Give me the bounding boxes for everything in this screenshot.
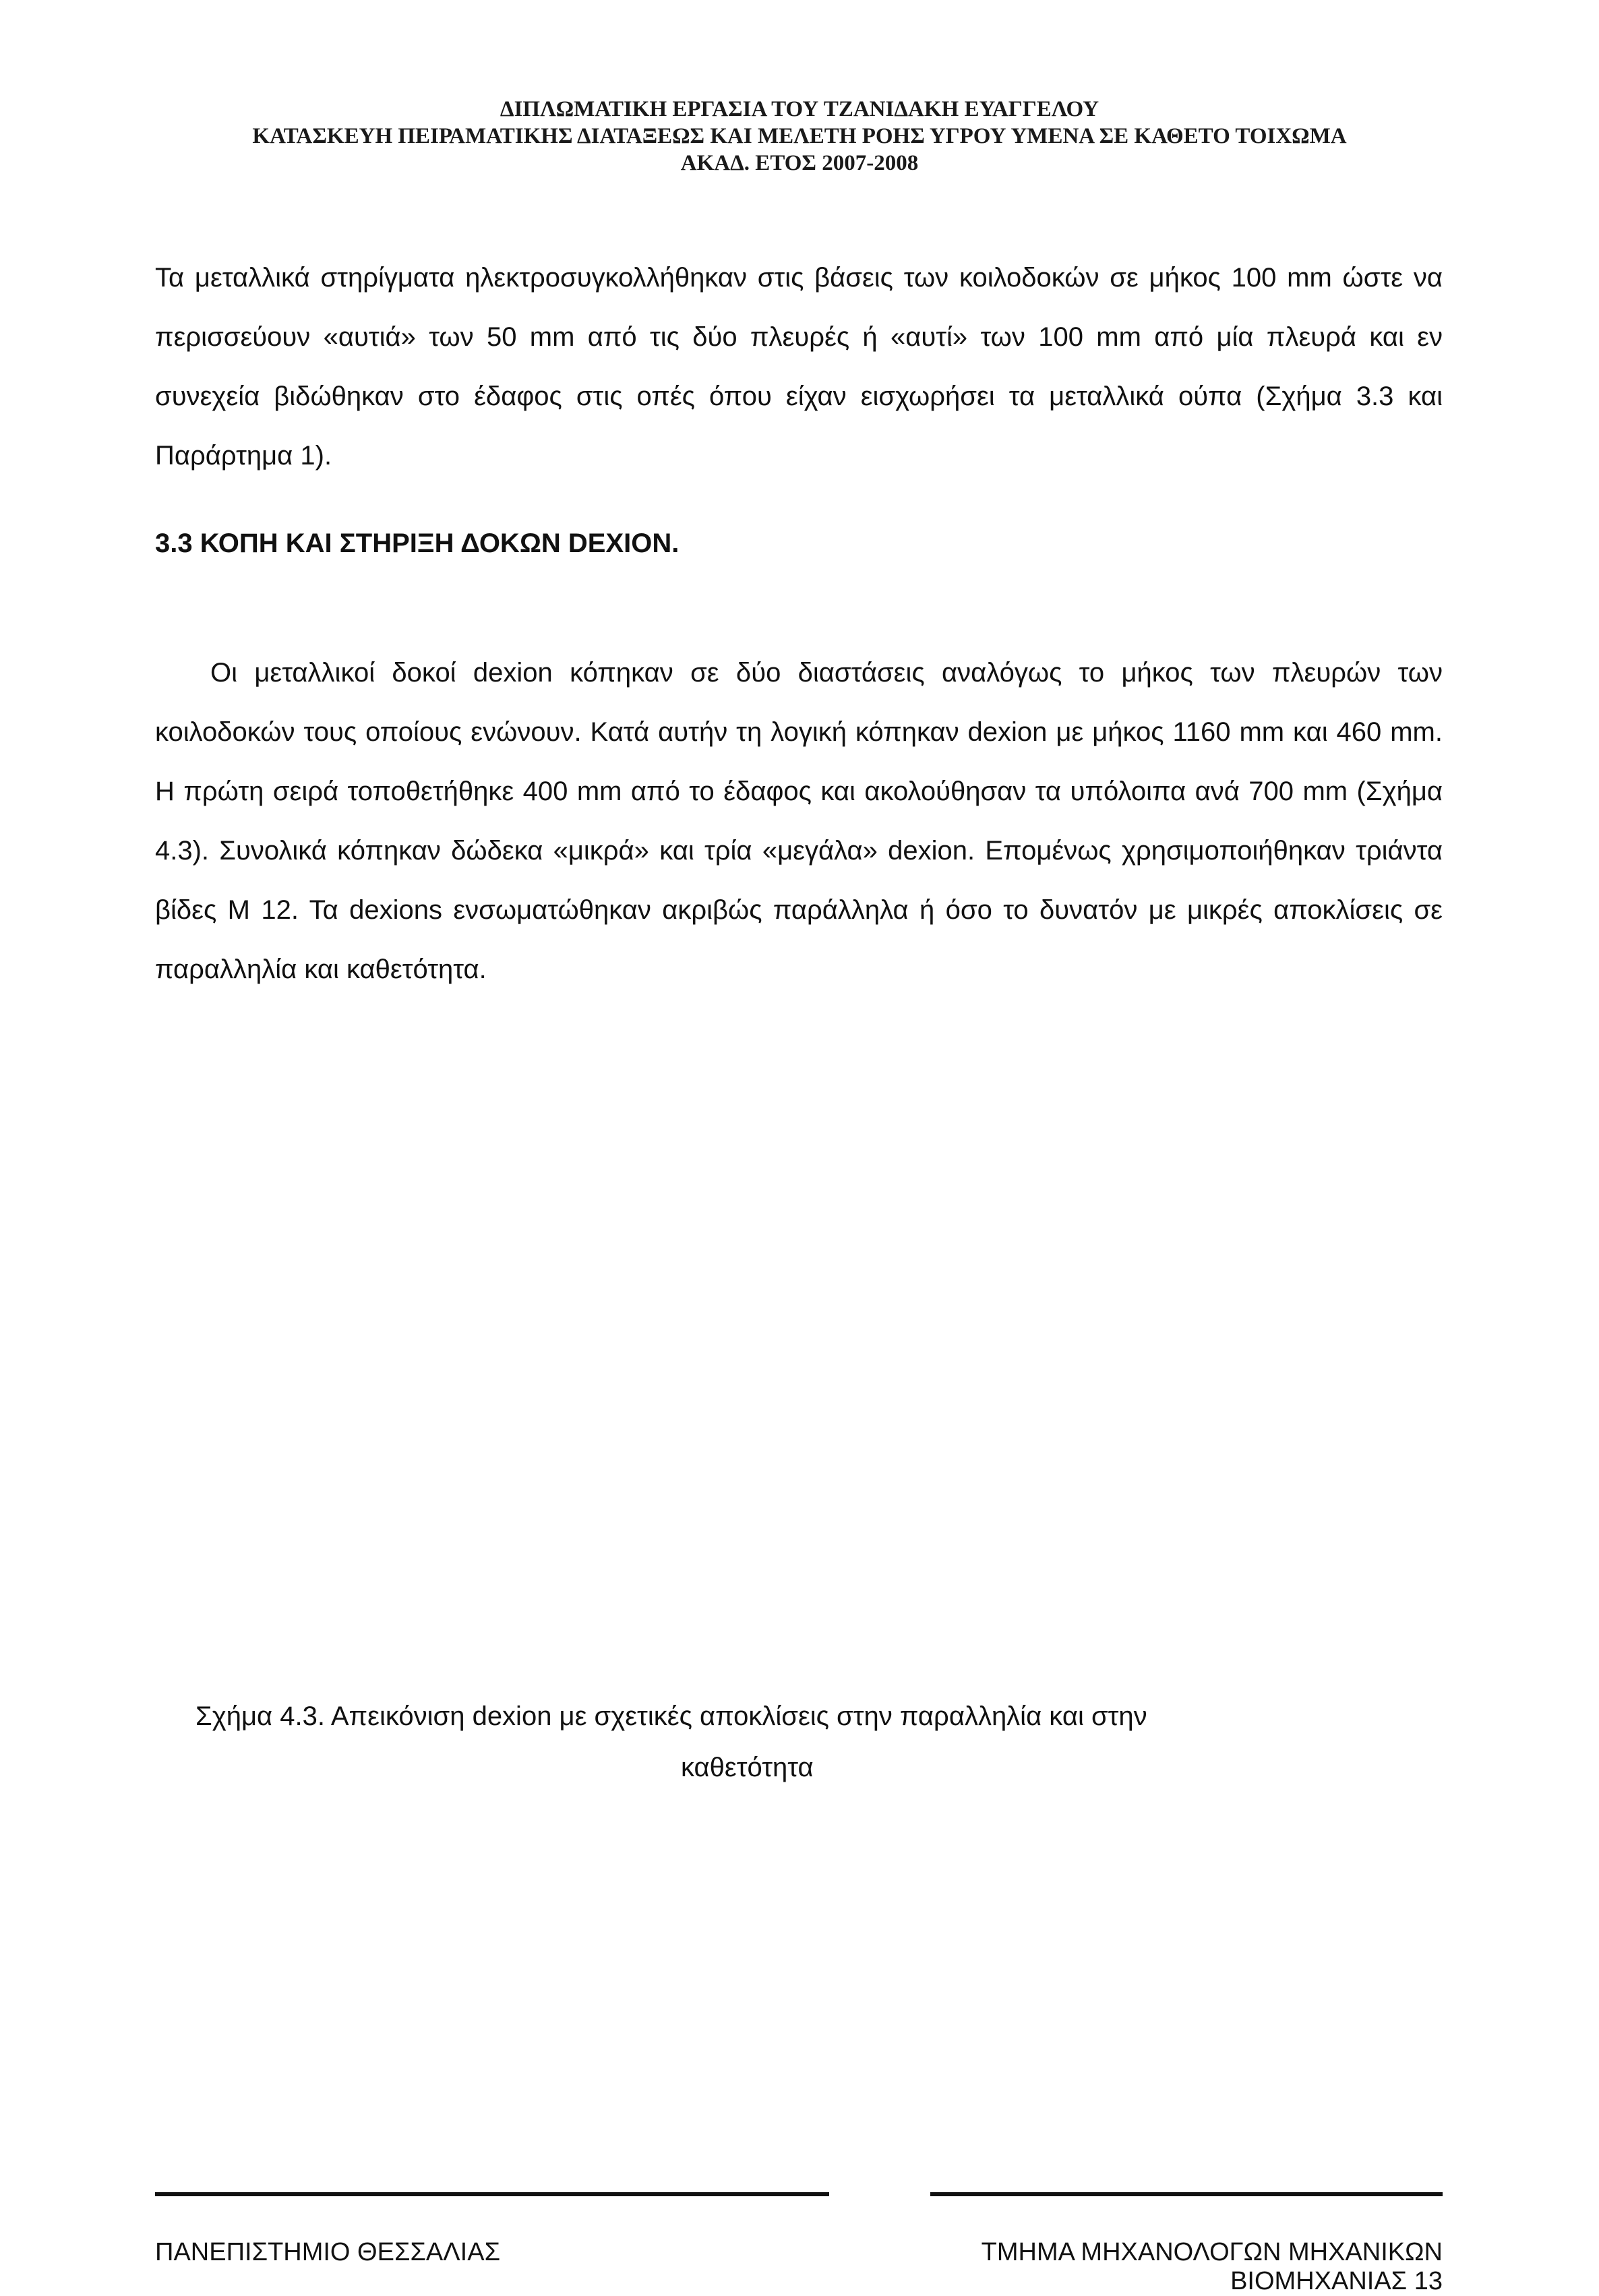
figure-caption-line1: Σχήμα 4.3. Απεικόνιση dexion με σχετικές αποκλίσεις στην παραλληλία και στην [195, 1701, 1147, 1731]
footer-department-page: ΤΜΗΜΑ ΜΗΧΑΝΟΛΟΓΩΝ ΜΗΧΑΝΙΚΩΝ ΒΙΟΜΗΧΑΝΙΑΣ 13 [930, 2192, 1443, 2296]
figure-caption [195, 1691, 1422, 1793]
footer-university: ΠΑΝΕΠΙΣΤΗΜΙΟ ΘΕΣΣΑΛΙΑΣ [155, 2192, 829, 2267]
document-header [121, 96, 1478, 177]
header-year-line: ΑΚΑΔ. ΕΤΟΣ 2007-2008 [680, 151, 919, 175]
paragraph-dexion: Οι μεταλλικοί δοκοί dexion κόπηκαν σε δύο διαστάσεις αναλόγως το μήκος των πλευρών των κοιλοδοκών τους οποίους ενώνουν. Κατά αυτήν τη λογική κόπηκαν dexion με μήκος 1160 mm και 460 mm. Η πρώτη σειρά τοποθετήθηκε 400 mm από το έδαφος και ακολούθησαν τα υπόλοιπα ανά 700 mm (Σχήμα 4.3). Συνολικά κόπηκαν δώδεκα «μικρά» και τρία «μεγάλα» dexion. Επομένως χρησιμοποιήθηκαν τριάντα βίδες Μ 12. Τα dexions ενσωματώθηκαν ακριβώς παράλληλα ή όσο το δυνατόν με μικρές αποκλίσεις σε παραλληλία και καθετότητα. [155, 658, 1443, 984]
header-thesis-line: ΔΙΠΛΩΜΑΤΙΚΗ ΕΡΓΑΣΙΑ ΤΟΥ ΤΖΑΝΙΔΑΚΗ ΕΥΑΓΓΕΛΟΥ [500, 97, 1099, 121]
paragraph-supports: Τα μεταλλικά στηρίγματα ηλεκτροσυγκολλήθηκαν στις βάσεις των κοιλοδοκών σε μήκος 100 mm ώστε να περισσεύουν «αυτιά» των 50 mm από τις δύο πλευρές ή «αυτί» των 100 mm από μία πλευρά και εν συνεχεία βιδώθηκαν στο έδαφος στις οπές όπου είχαν εισχωρήσει τα μεταλλικά ούπα (Σχήμα 3.3 και Παράρτημα 1). [155, 263, 1443, 471]
figure-caption-line2: καθετότητα [681, 1753, 814, 1782]
section-heading: 3.3 ΚΟΠΗ ΚΑΙ ΣΤΗΡΙΞΗ ΔΟΚΩΝ DEXION. [155, 528, 680, 558]
header-title-line: ΚΑΤΑΣΚΕΥΗ ΠΕΙΡΑΜΑΤΙΚΗΣ ΔΙΑΤΑΞΕΩΣ ΚΑΙ ΜΕΛΕΤΗ ΡΟΗΣ ΥΓΡΟΥ ΥΜΕΝΑ ΣΕ ΚΑΘΕΤΟ ΤΟΙΧΩΜΑ [252, 124, 1347, 148]
